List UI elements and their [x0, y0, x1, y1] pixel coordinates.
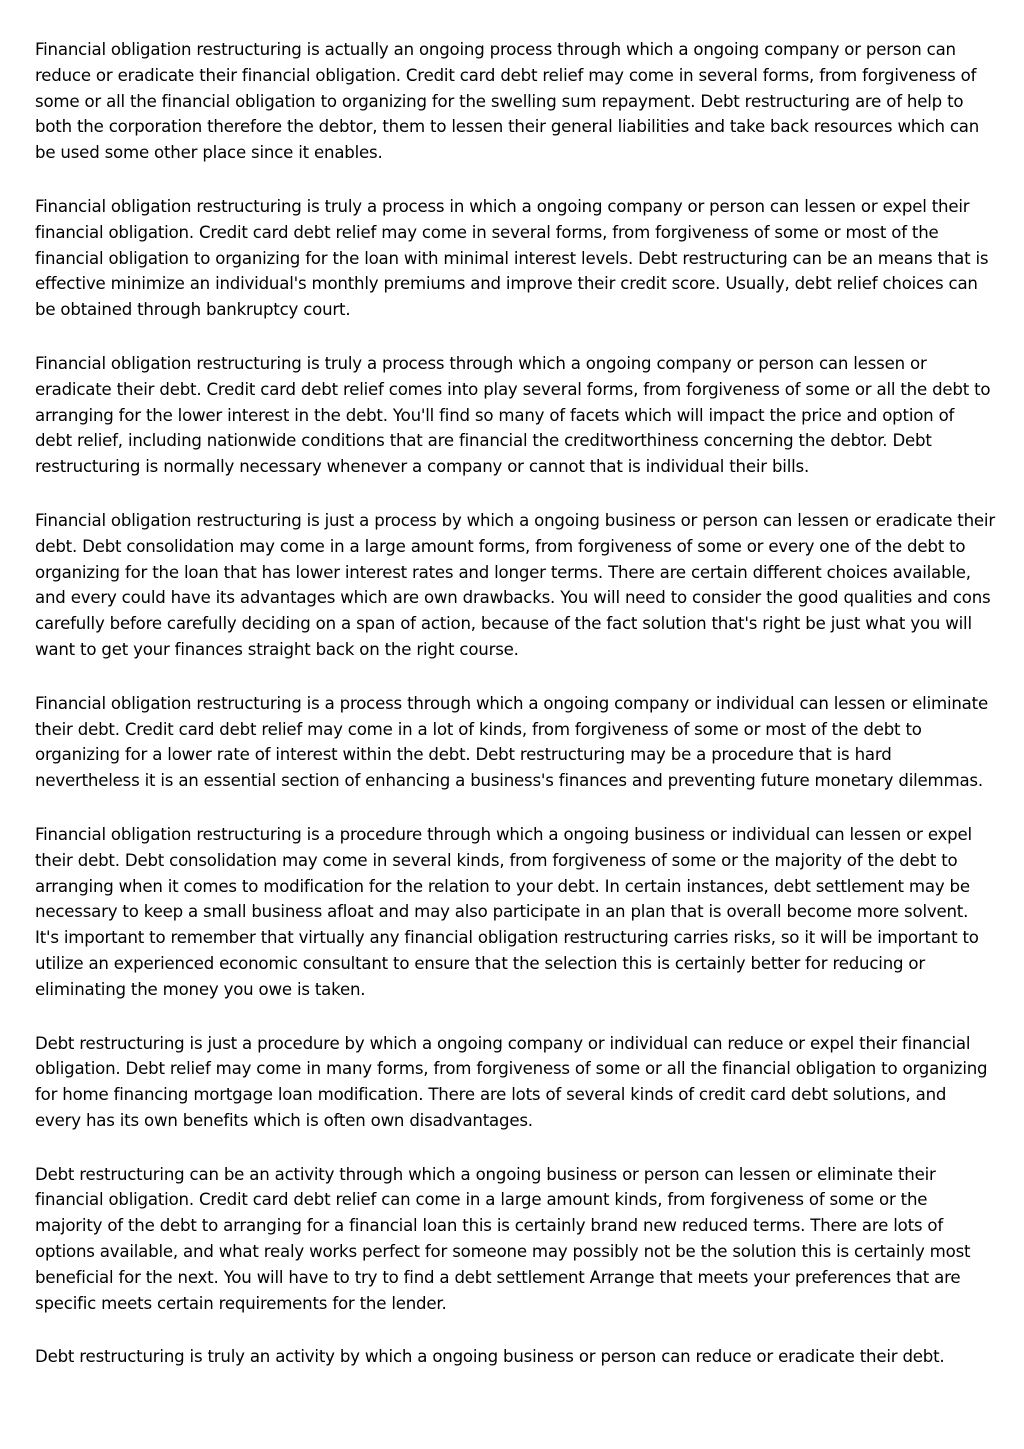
paragraph-3: Financial obligation restructuring is truly a process through which a ongoing company or person can lessen or eradicate their debt. Credit card debt relief comes into play several forms, from forgiveness of some or all the debt to arranging for the lower interest in the debt. You'll find so many of facets which will impact the price and option of debt relief, including nationwide conditions that are financial the creditworthiness concerning the debtor. Debt restructuring is normally necessary whenever a company or cannot that is individual their bills. — [35, 353, 991, 477]
article-body — [35, 37, 995, 1370]
paragraph-1: Financial obligation restructuring is actually an ongoing process through which a ongoing company or person can reduce or eradicate their financial obligation. Credit card debt relief may come in several forms, from forgiveness of some or all the financial obligation to organizing for the swelling sum repayment. Debt restructuring are of help to both the corporation therefore the debtor, them to lessen their general liabilities and take back resources which can be used some other place since it enables. — [35, 40, 980, 163]
paragraph-8: Debt restructuring can be an activity through which a ongoing business or person can lessen or eliminate their financial obligation. Credit card debt relief can come in a large amount kinds, from forgiveness of some or the majority of the debt to arranging for a financial loan this is certainly brand new reduced terms. There are lots of options available, and what realy works perfect for someone may possibly not be the solution this is certainly most beneficial for the next. You will have to try to find a debt settlement Arrange that meets your preferences that are specific meets certain requirements for the lender. — [35, 1164, 971, 1313]
paragraph-6: Financial obligation restructuring is a procedure through which a ongoing business or individual can lessen or expel their debt. Debt consolidation may come in several kinds, from forgiveness of some or the majority of the debt to arranging when it comes to modification for the relation to your debt. In certain instances, debt settlement may be necessary to keep a small business afloat and may also participate in an plan that is overall become more solvent. It's important to remember that virtually any financial obligation restructuring carries risks, so it will be important to utilize an experienced economic consultant to ensure that the selection this is certainly better for reducing or eliminating the money you owe is taken. — [35, 824, 979, 999]
paragraph-9: Debt restructuring is truly an activity by which a ongoing business or person can reduce or eradicate their debt. — [35, 1347, 945, 1367]
paragraph-2: Financial obligation restructuring is truly a process in which a ongoing company or person can lessen or expel their financial obligation. Credit card debt relief may come in several forms, from forgiveness of some or most of the financial obligation to organizing for the loan with minimal interest levels. Debt restructuring can be an means that is effective minimize an individual's monthly premiums and improve their credit score. Usually, debt relief choices can be obtained through bankruptcy court. — [35, 196, 989, 320]
paragraph-4: Financial obligation restructuring is just a process by which a ongoing business or person can lessen or eradicate their debt. Debt consolidation may come in a large amount forms, from forgiveness of some or every one of the debt to organizing for the loan that has lower interest rates and longer terms. There are certain different choices available, and every could have its advantages which are own drawbacks. You will need to consider the good qualities and cons carefully before carefully deciding on a span of action, because of the fact solution that's right be just what you will want to get your finances straight back on the right course. — [35, 510, 995, 659]
paragraph-5: Financial obligation restructuring is a process through which a ongoing company or individual can lessen or eliminate their debt. Credit card debt relief may come in a lot of kinds, from forgiveness of some or most of the debt to organizing for a lower rate of interest within the debt. Debt restructuring may be a procedure that is hard nevertheless it is an essential section of enhancing a business's finances and preventing future monetary dilemmas. — [35, 693, 988, 791]
paragraph-7: Debt restructuring is just a procedure by which a ongoing company or individual can reduce or expel their financial obligation. Debt relief may come in many forms, from forgiveness of some or all the financial obligation to organizing for home financing mortgage loan modification. There are lots of several kinds of credit card debt solutions, and every has its own benefits which is often own disadvantages. — [35, 1033, 988, 1130]
